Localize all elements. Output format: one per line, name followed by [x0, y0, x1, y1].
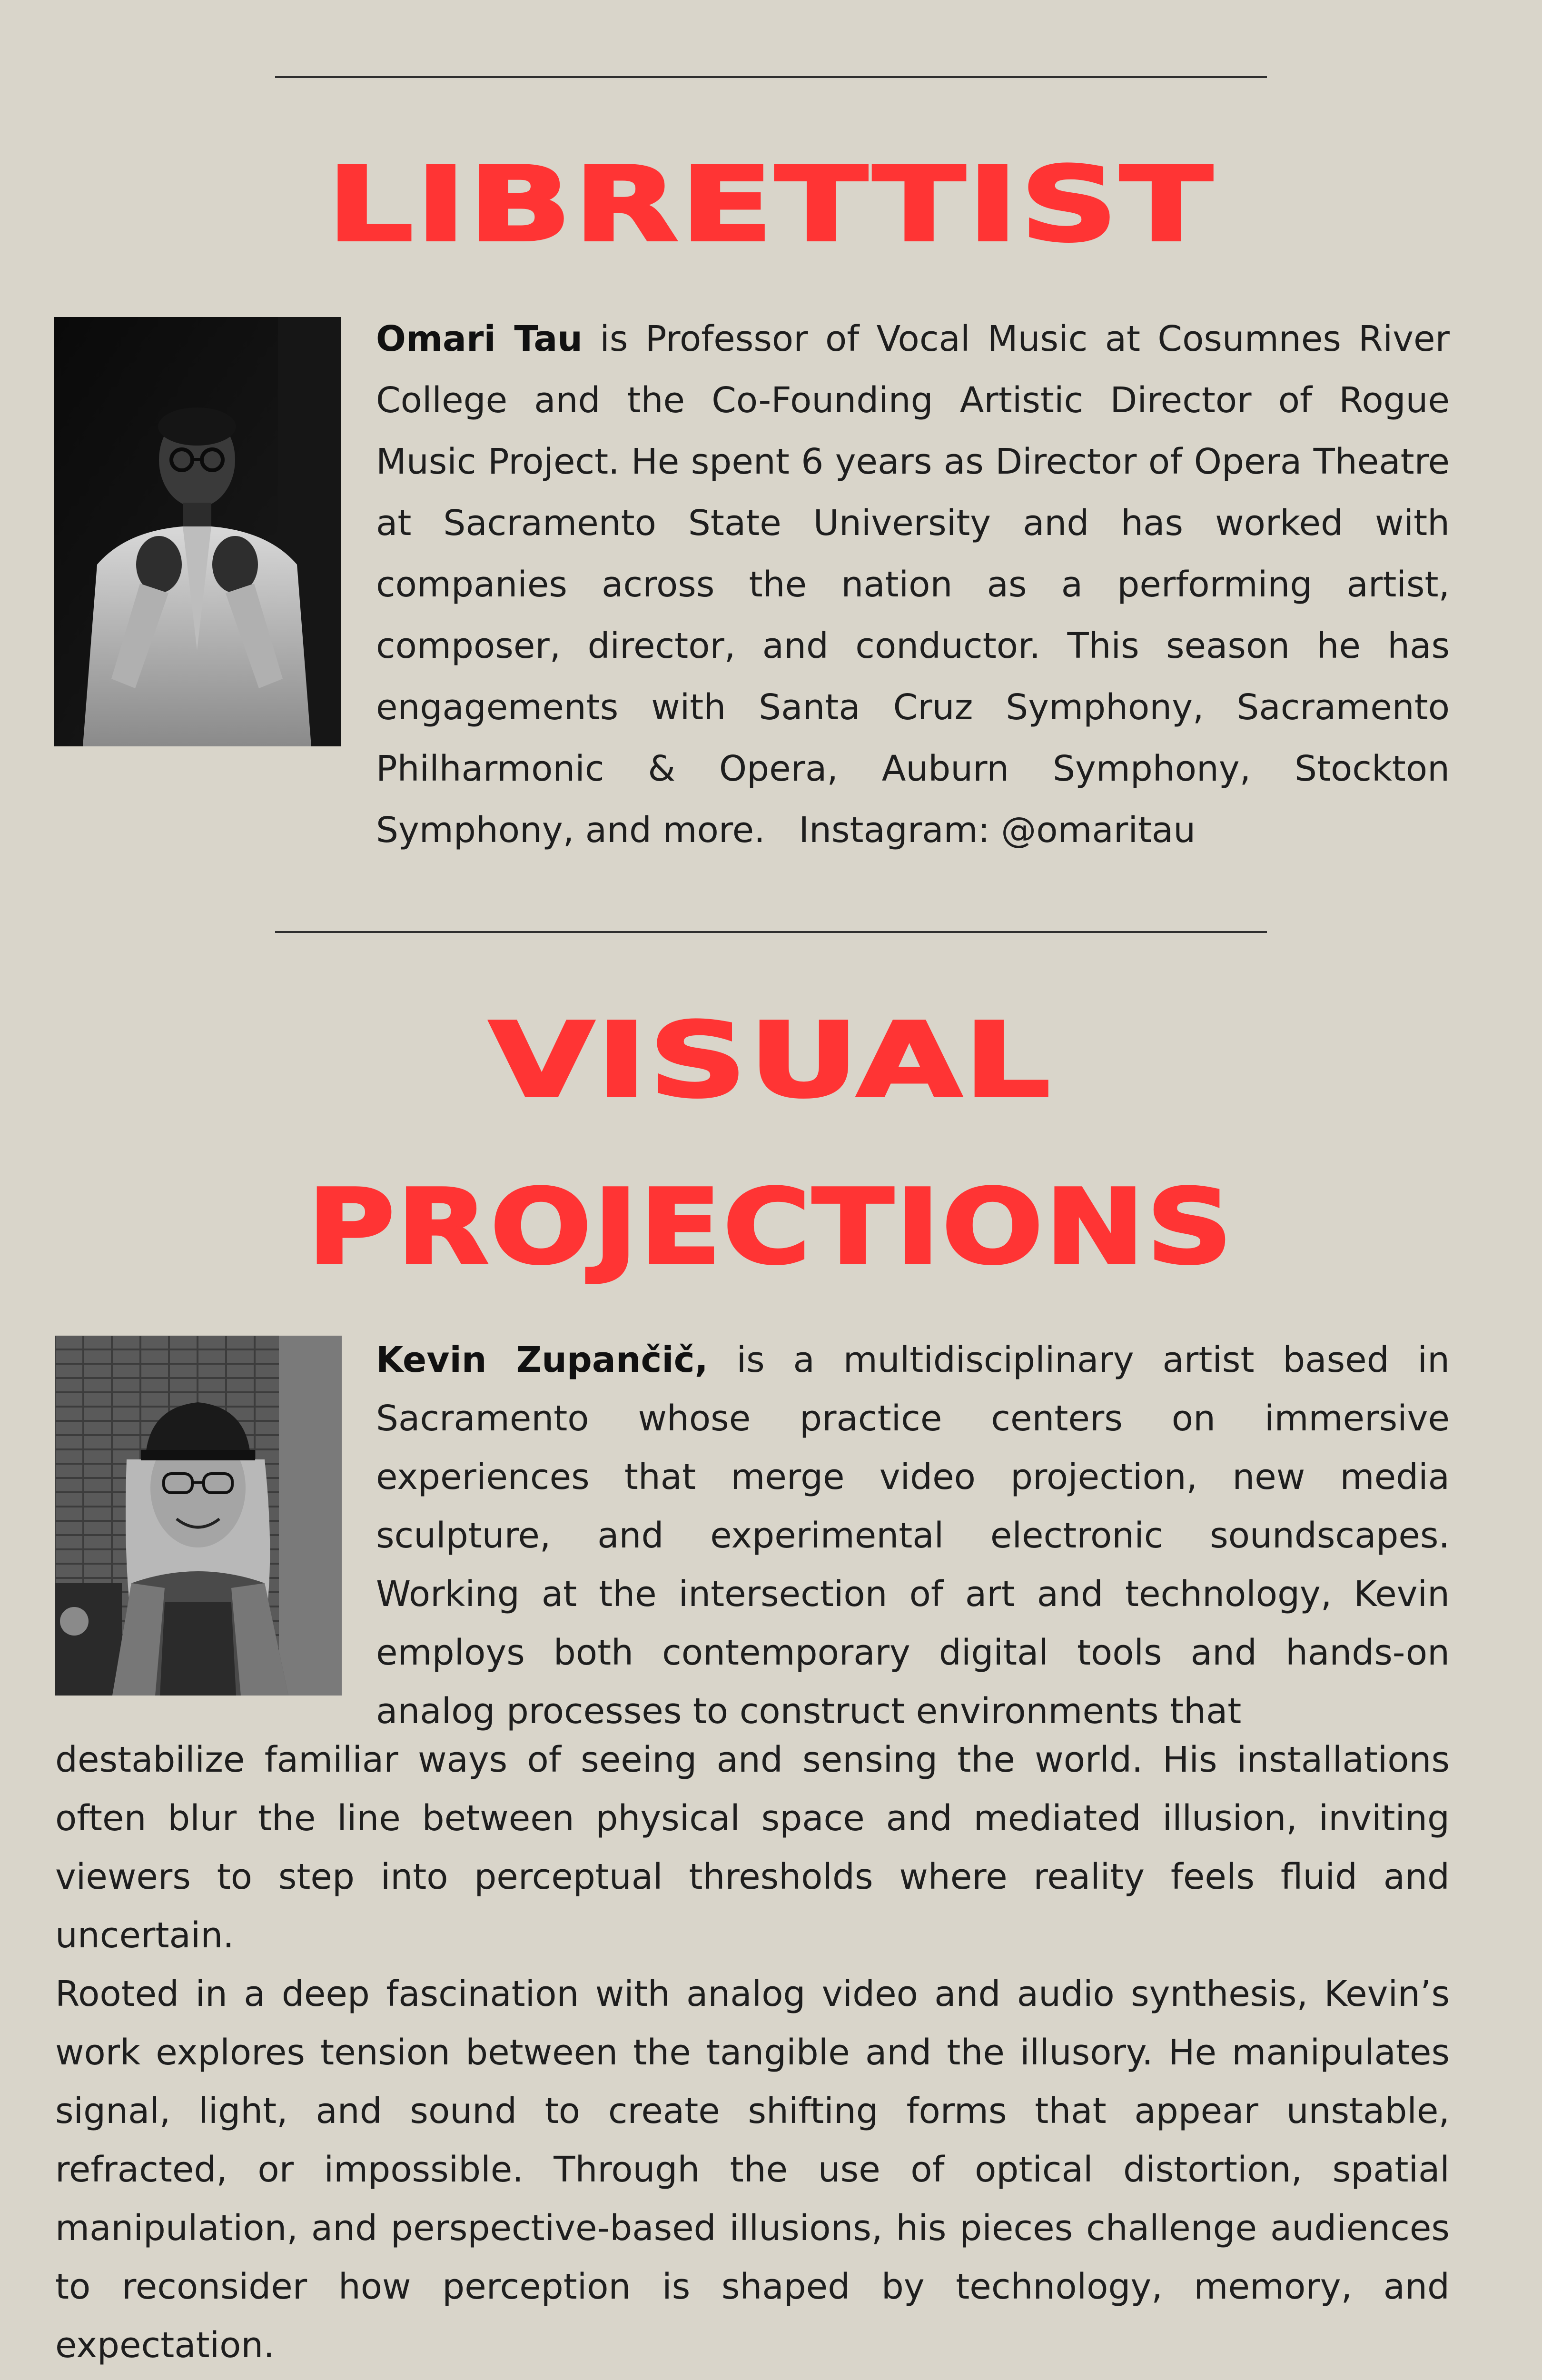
- bio-omari-tau: [376, 308, 1450, 861]
- bio-kevin-continued: [55, 1731, 1450, 2380]
- name-omari-tau: Omari Tau: [376, 318, 583, 359]
- photo-omari-tau: [54, 317, 341, 746]
- bio-kevin-intro: [376, 1331, 1450, 1741]
- bio-kevin-intro-text: is a multidisciplinary artist based in Sacramento whose practice centers on immersive experiences that merge video projection, new media sculpture, and experimental electronic soundscapes. Working at the intersection of art and technology, Kevin employs both contemporary digital tools and hands-on analog processes to construct environments that: [376, 1339, 1450, 1732]
- heading-visual: VISUAL: [489, 1001, 1053, 1120]
- bio-kevin-paragraph2: Rooted in a deep fascination with analog video and audio synthesis, Kevin’s work explores tension between the tangible and the illusory. He manipulates signal, light, and sound to create shifting forms that appear unstable, refracted, or impossible. Through the use of optical distortion, spatial manipulation, and perspective-based illusions, his pieces challenge audiences to reconsider how perception is shaped by technology, memory, and expectation.: [55, 1973, 1450, 2366]
- bio-omari-text: is Professor of Vocal Music at Cosumnes River College and the Co-Founding Artistic Director of Rogue Music Project. He spent 6 years as Director of Opera Theatre at Sacramento State University and has worked with companies across the nation as a performing artist, composer, director, and conductor. This season he has engagements with Santa Cruz Symphony, Sacramento Philharmonic & Opera, Auburn Symphony, Stockton Symphony, and more.: [376, 318, 1450, 851]
- bio-omari-paragraph: [376, 308, 1450, 861]
- photo-kevin-zupancic: [55, 1336, 342, 1696]
- name-kevin-zupancic: Kevin Zupančič,: [376, 1339, 708, 1380]
- heading-projections: PROJECTIONS: [307, 1167, 1235, 1287]
- instagram-handle[interactable]: Instagram: @omaritau: [799, 810, 1196, 851]
- divider-middle: [275, 931, 1267, 933]
- heading-librettist: LIBRETTIST: [327, 145, 1215, 264]
- bio-kevin-paragraph1: [376, 1331, 1450, 1741]
- bio-kevin-paragraph3: [55, 2375, 1450, 2380]
- bio-kevin-paragraph1-cont: destabilize familiar ways of seeing and sensing the world. His installations often blur the line between physical space and mediated illusion, inviting viewers to step into perceptual thresholds where reality feels fluid and uncertain.: [55, 1739, 1450, 1956]
- divider-top: [275, 76, 1267, 78]
